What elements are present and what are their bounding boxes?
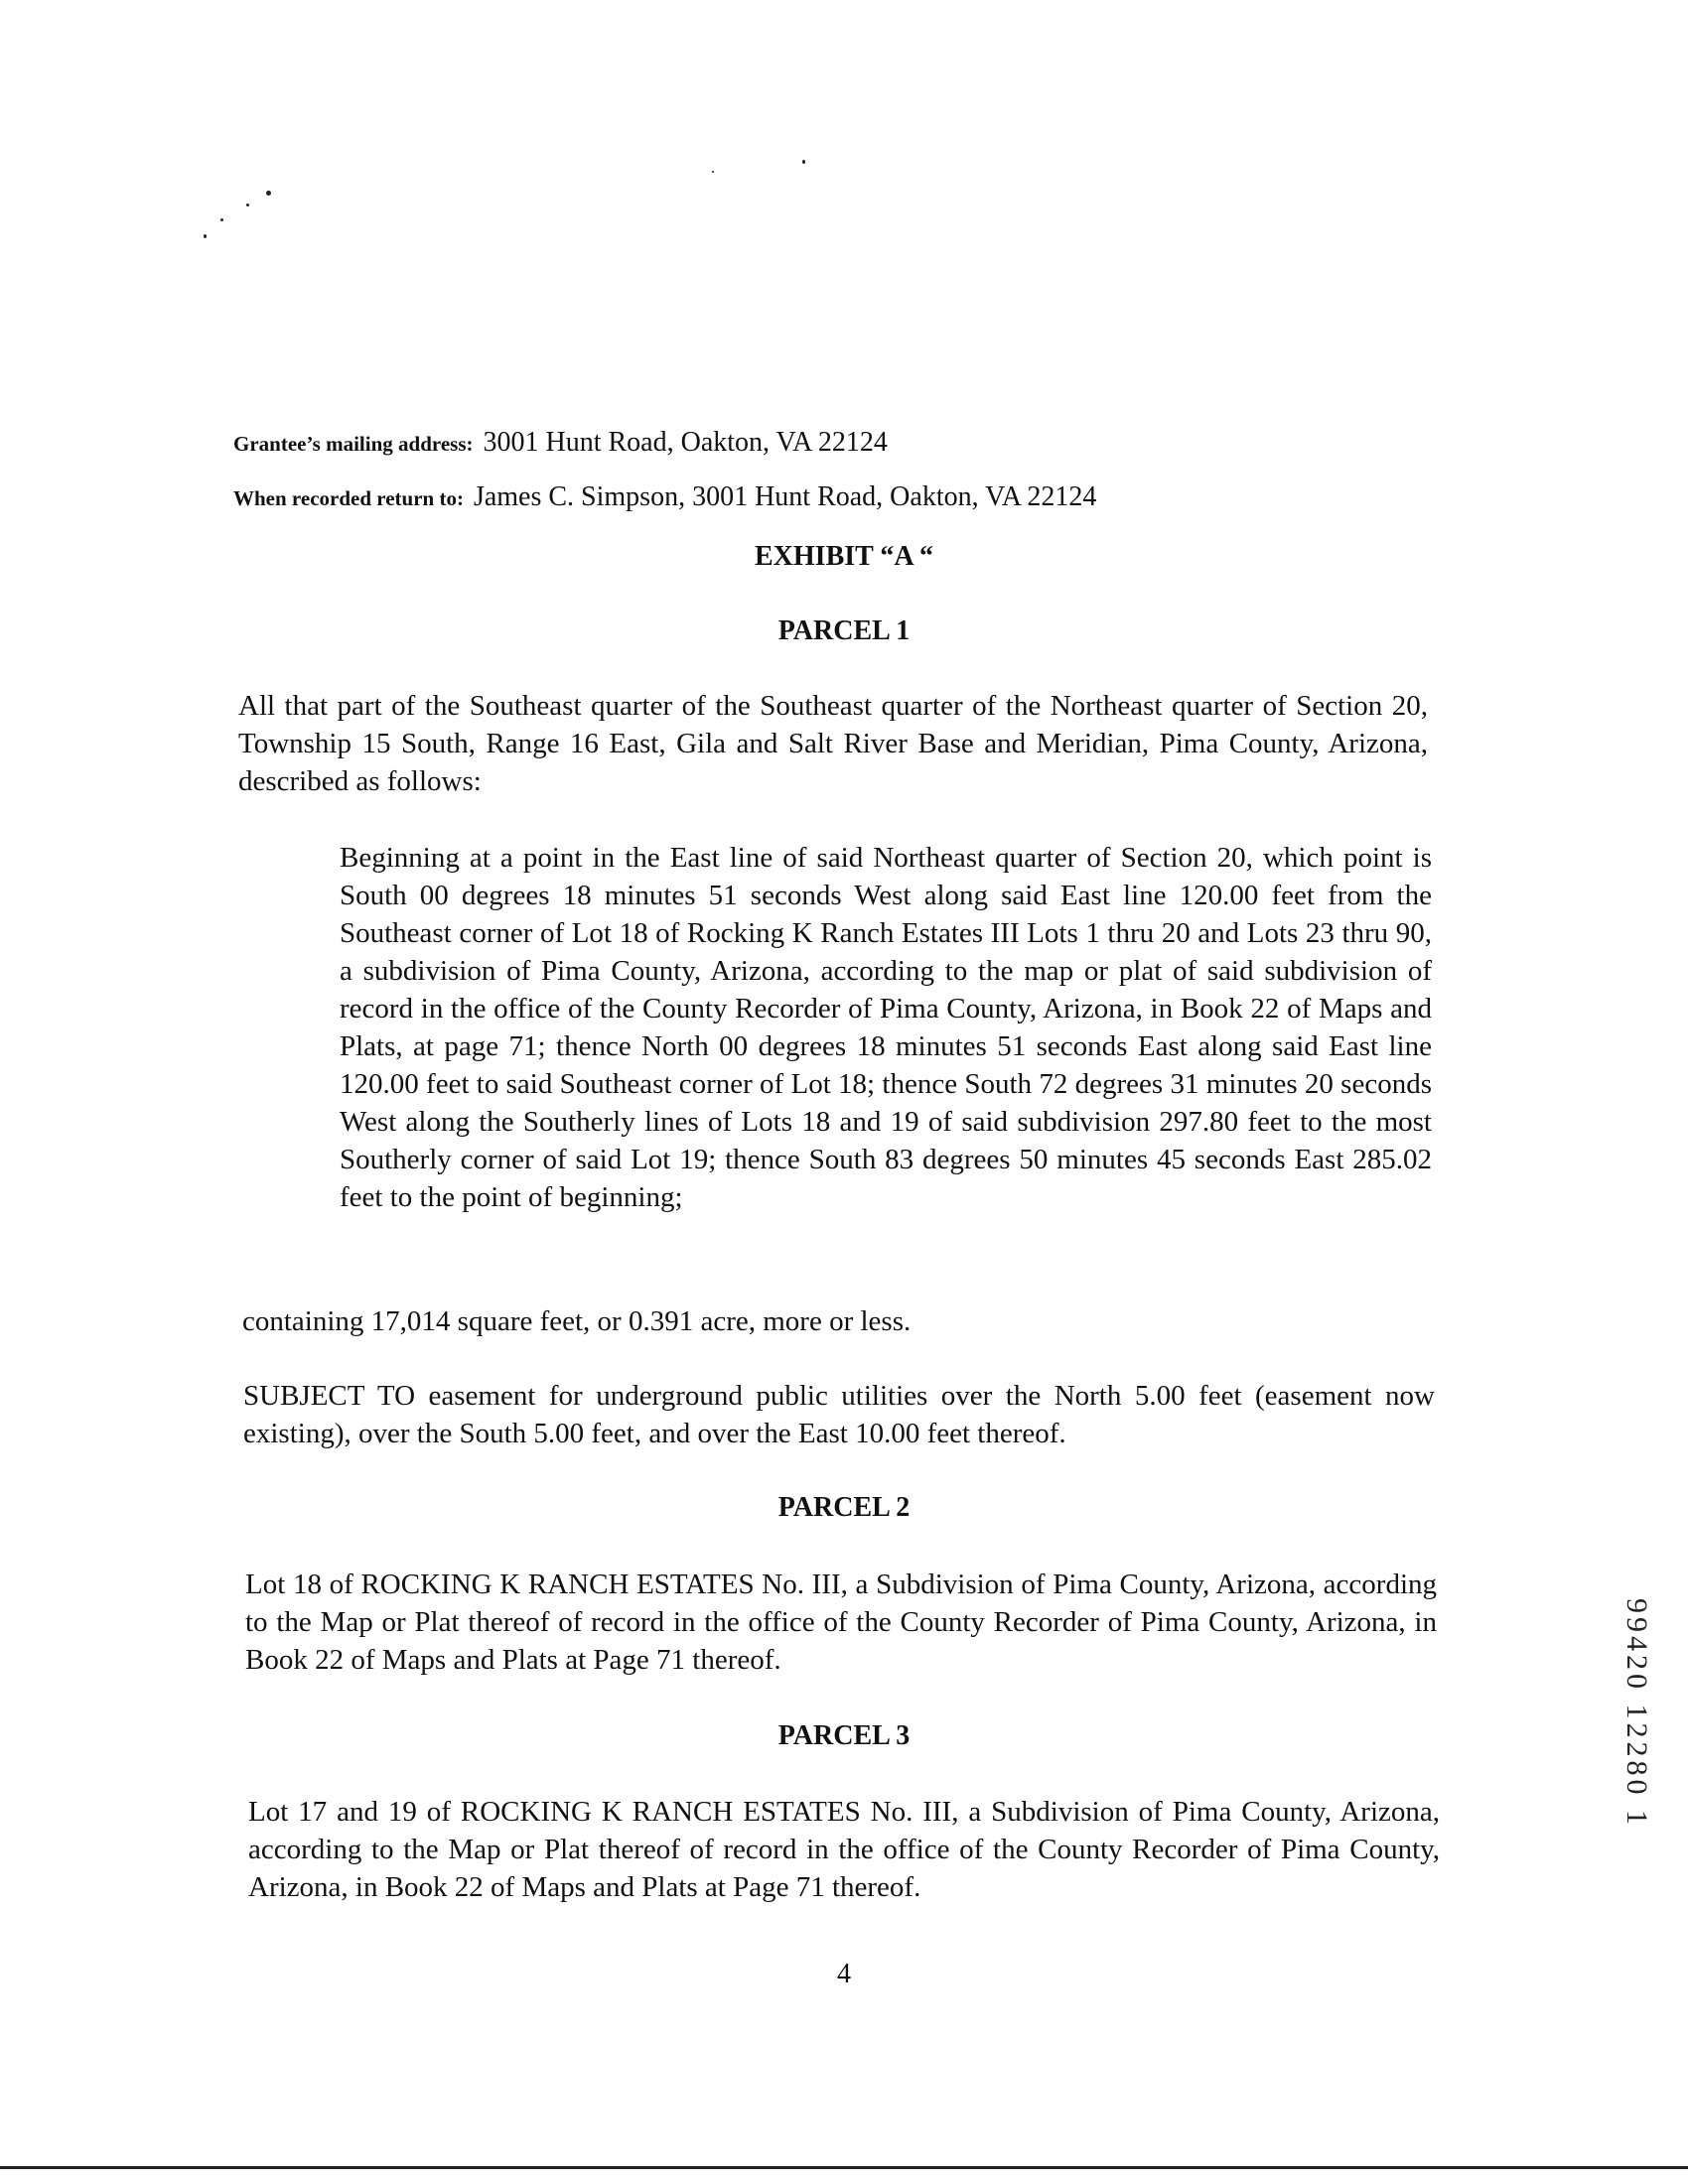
return-address-value: James C. Simpson, 3001 Hunt Road, Oakton, VA 22124: [473, 481, 1097, 512]
scan-speck: [712, 171, 714, 173]
parcel1-legal-description: Beginning at a point in the East line of said Northeast quarter of Section 20, which point is South 00 degrees 18 minutes 51 seconds West along said East line 120.00 feet from the Southeast corner of Lot 18 of Rocking K Ranch Estates III Lots 1 thru 20 and Lots 23 thru 90, a subdivision of Pima County, Arizona, according to the map or plat of said subdivision of record in the office of the County Recorder of Pima County, Arizona, in Book 22 of Maps and Plats, at page 71; thence North 00 degrees 18 minutes 51 seconds East along said East line 120.00 feet to said Southeast corner of Lot 18; thence South 72 degrees 31 minutes 20 seconds West along the Southerly lines of Lots 18 and 19 of said subdivision 297.80 feet to the most Southerly corner of said Lot 19; thence South 83 degrees 50 minutes 45 seconds East 285.02 feet to the point of beginning;: [340, 842, 1432, 1213]
scan-speck: [266, 191, 271, 196]
mailing-address-label: Grantee’s mailing address:: [233, 432, 474, 456]
return-address: [233, 481, 1096, 513]
parcel2-heading: PARCEL 2: [777, 1492, 911, 1523]
parcel3-text: Lot 17 and 19 of ROCKING K RANCH ESTATES No. III, a Subdivision of Pima County, Arizona, according to the Map or Plat thereof of record in the office of the County Recorder of Pima County, Arizona, in Book 22 of Maps and Plats at Page 71 thereof.: [248, 1796, 1440, 1903]
scan-speck: [802, 160, 805, 164]
parcel1-heading: PARCEL 1: [777, 615, 911, 646]
exhibit-title: EXHIBIT “A “: [755, 541, 933, 572]
return-address-label: When recorded return to:: [233, 486, 464, 510]
scan-edge-rule: [0, 2166, 1688, 2169]
scan-speck: [204, 234, 207, 238]
grantee-mailing-address: [233, 427, 888, 459]
parcel1-intro: All that part of the Southeast quarter of the Southeast quarter of the Northeast quarter of Section 20, Township 15 South, Range 16 East, Gila and Salt River Base and Meridian, Pima County, Arizona, described as follows:: [238, 690, 1428, 797]
recording-stamp: 99420 12280 1: [1620, 1598, 1653, 1829]
parcel3-heading: PARCEL 3: [777, 1720, 911, 1751]
mailing-address-value: 3001 Hunt Road, Oakton, VA 22124: [483, 427, 888, 458]
parcel1-area: containing 17,014 square feet, or 0.391 acre, more or less.: [242, 1305, 912, 1337]
page-number: 4: [837, 1959, 851, 1989]
parcel1-easement: SUBJECT TO easement for underground public utilities over the North 5.00 feet (easement now existing), over the South 5.00 feet, and over the East 10.00 feet thereof.: [243, 1380, 1435, 1449]
scan-speck: [246, 204, 249, 206]
scan-speck: [220, 218, 223, 221]
parcel2-text: Lot 18 of ROCKING K RANCH ESTATES No. III, a Subdivision of Pima County, Arizona, according to the Map or Plat thereof of record in the office of the County Recorder of Pima County, Arizona, in Book 22 of Maps and Plats at Page 71 thereof.: [245, 1569, 1437, 1676]
